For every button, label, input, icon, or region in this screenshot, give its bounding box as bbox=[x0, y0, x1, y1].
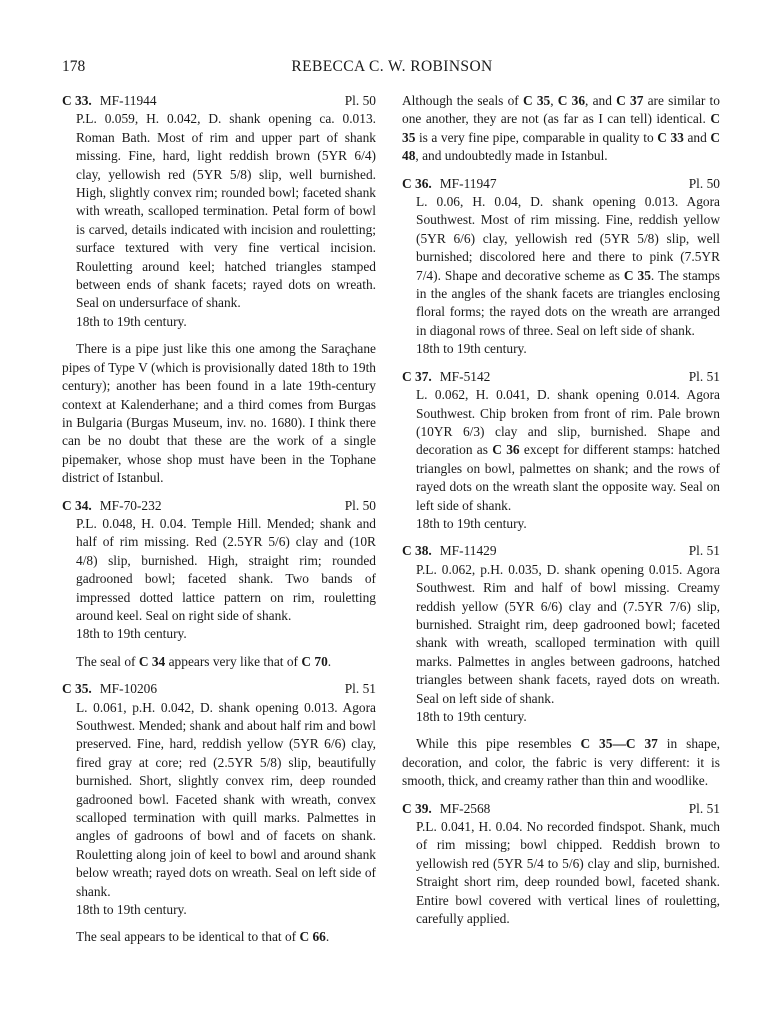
text-run: The seal of bbox=[76, 653, 139, 669]
catalog-entry-c37 bbox=[402, 368, 720, 534]
inventory-number: MF-11944 bbox=[99, 93, 157, 108]
text-run: L. 0.06, H. 0.04, D. shank opening 0.013. Agora Southwest. Most of rim missing. Fine, reddish yellow (5YR 6/6) clay, yellowish red (5YR 5/8) slip, well burnished; discolored here and there to pink (7.5YR 7/4). Shape and decorative scheme as bbox=[416, 194, 720, 283]
entry-heading bbox=[402, 368, 720, 386]
commentary-paragraph: There is a pipe just like this one among the Saraçhane pipes of Type V (which is provisionally dated 18th to 19th century); another has been found in a late 19th-century context at Kalenderhane; and a third comes from Burgas in Bulgaria (Burgas Museum, inv. no. 1680). I think there can be no doubt that these are the work of a single pipemaker, whose shop must have been in the Tophane district of Istanbul. bbox=[62, 341, 376, 486]
entry-description: P.L. 0.059, H. 0.042, D. shank opening ca. 0.013. Roman Bath. Most of rim and upper part of shank missing. Fine, hard, light reddish brown (5YR 6/4) clay, yellowish red (5YR 5/8) slip, well burnished. High, slightly convex rim; rounded bowl; faceted shank with wreath, scalloped termination. Petal form of bowl is carved, details indicated with incision and rouletting; surface textured with very fine vertical incision. Rouletting around keel; hatched triangles stamped between ends of shank facets; rayed dots on wreath. Seal on undersurface of shank. bbox=[76, 111, 376, 311]
running-head-author: REBECCA C. W. ROBINSON bbox=[291, 58, 493, 75]
catalog-reference: C 37 bbox=[616, 93, 644, 108]
inventory-number: MF-10206 bbox=[99, 681, 158, 697]
entry-heading bbox=[402, 175, 720, 193]
entry-id: C 34. bbox=[62, 497, 92, 513]
text-run: , and bbox=[585, 93, 617, 108]
commentary-paragraph bbox=[402, 735, 720, 790]
catalog-reference: C 35 bbox=[623, 267, 651, 283]
catalog-entry-c36 bbox=[402, 175, 720, 359]
commentary-paragraph bbox=[62, 928, 376, 946]
entry-id: C 33. bbox=[62, 93, 92, 108]
running-head bbox=[62, 58, 722, 80]
commentary-paragraph bbox=[62, 653, 376, 671]
catalog-reference: C 35 bbox=[402, 111, 720, 145]
catalog-reference: C 35—C 37 bbox=[580, 736, 658, 752]
entry-description: P.L. 0.048, H. 0.04. Temple Hill. Mended; shank and half of rim missing. Red (2.5YR 5/6) clay and (10R 4/8) slip, burnished. High, straight rim; rounded gadrooned bowl; faceted shank. Two bands of impressed dotted lattice pattern on rim, rouletting around keel. Seal on right side of shank. bbox=[76, 515, 376, 623]
plate-reference: Pl. 51 bbox=[688, 800, 720, 816]
text-run: are similar to one another, they are not (as far as I can tell) identical. bbox=[402, 93, 720, 127]
plate-reference: Pl. 51 bbox=[688, 368, 720, 384]
catalog-reference: C 33 bbox=[657, 129, 684, 145]
right-column bbox=[402, 92, 720, 937]
entry-heading bbox=[402, 542, 720, 560]
catalog-entry-c39 bbox=[402, 800, 720, 929]
inventory-number: MF-2568 bbox=[439, 800, 491, 816]
catalog-reference: C 36 bbox=[557, 93, 586, 108]
entry-description: P.L. 0.062, p.H. 0.035, D. shank opening 0.015. Agora Southwest. Rim and half of bowl missing. Creamy reddish yellow (5YR 6/6) clay and (7.5YR 7/6) slip, burnished. Straight rim, deep gadrooned bowl; faceted shank with wreath, scalloped termination with quill marks. Palmettes in angles between gadroons, hatched triangles between shank facets, rayed dots on wreath. Seal on left side of shank. bbox=[416, 561, 720, 706]
entry-id: C 39. bbox=[402, 800, 432, 816]
text-run: in shape, decoration, and color, the fabric is very different: it is smooth, thick, and creamy rather than thin and woodlike. bbox=[402, 736, 720, 789]
plate-reference: Pl. 50 bbox=[344, 93, 376, 108]
left-column bbox=[62, 92, 376, 956]
inventory-number: MF-5142 bbox=[439, 368, 491, 384]
entry-date: 18th to 19th century. bbox=[76, 902, 187, 918]
entry-description: P.L. 0.041, H. 0.04. No recorded findspot. Shank, much of rim missing; bowl chipped. Reddish brown to yellowish red (5YR 5/4 to 5/6) clay and slip, burnished. Straight short rim, deep rounded bowl, faceted shank. Entire bowl covered with vertical lines of rouletting, carefully applied. bbox=[416, 819, 720, 927]
entry-date: 18th to 19th century. bbox=[416, 709, 527, 724]
catalog-reference: C 36 bbox=[492, 442, 520, 458]
inventory-number: MF-11429 bbox=[439, 543, 497, 559]
entry-date: 18th to 19th century. bbox=[76, 313, 187, 329]
text-run: . The stamps in the angles of the shank facets are triangles enclosing floral forms; the rayed dots on the wreath are arranged in diagonal rows of three. Seal on left side of shank. bbox=[416, 267, 720, 338]
catalog-reference: C 70 bbox=[301, 653, 328, 669]
catalog-entry-c33 bbox=[62, 92, 376, 331]
text-run: is a very fine pipe, comparable in quality to bbox=[415, 129, 658, 145]
entry-date: 18th to 19th century. bbox=[76, 626, 187, 642]
entry-heading bbox=[402, 800, 720, 818]
text-run: While this pipe resembles bbox=[416, 736, 581, 752]
entry-date: 18th to 19th century. bbox=[416, 341, 527, 357]
entry-date: 18th to 19th century. bbox=[416, 515, 527, 531]
text-run: , and undoubtedly made in Istanbul. bbox=[415, 148, 608, 164]
catalog-entry-c38 bbox=[402, 542, 720, 726]
catalog-reference: C 48 bbox=[402, 129, 720, 164]
entry-id: C 37. bbox=[402, 368, 432, 384]
plate-reference: Pl. 50 bbox=[688, 175, 720, 191]
page-number: 178 bbox=[62, 58, 86, 75]
catalog-entry-c35 bbox=[62, 680, 376, 919]
commentary-paragraph bbox=[402, 92, 720, 166]
entry-id: C 36. bbox=[402, 175, 432, 191]
entry-heading bbox=[62, 92, 376, 110]
entry-id: C 35. bbox=[62, 681, 92, 697]
text-run: except for different stamps: hatched triangles on bowl, palmettes on shank; and the rows of rayed dots on the wreath slant the opposite way. Seal on left side of shank. bbox=[416, 442, 720, 513]
text-run: and bbox=[683, 129, 711, 145]
inventory-number: MF-70-232 bbox=[99, 497, 162, 513]
plate-reference: Pl. 50 bbox=[344, 497, 376, 513]
entry-heading bbox=[62, 680, 376, 698]
catalog-reference: C 34 bbox=[138, 653, 166, 669]
text-run: L. 0.062, H. 0.041, D. shank opening 0.014. Agora Southwest. Chip broken from front of rim. Pale brown (10YR 6/3) clay and slip, burnished. Shape and decoration as bbox=[416, 387, 720, 458]
text-run: Although the seals of bbox=[402, 93, 523, 108]
entry-description bbox=[416, 386, 720, 515]
text-run: The seal appears to be identical to that of bbox=[76, 929, 300, 945]
entry-description bbox=[416, 193, 720, 340]
catalog-entry-c34 bbox=[62, 497, 376, 644]
catalog-reference: C 35 bbox=[522, 93, 551, 108]
text-run: . bbox=[327, 653, 332, 669]
entry-heading bbox=[62, 497, 376, 515]
text-run: . bbox=[325, 929, 330, 945]
entry-id: C 38. bbox=[402, 543, 432, 559]
catalog-reference: C 66 bbox=[299, 929, 326, 945]
inventory-number: MF-11947 bbox=[439, 175, 497, 191]
plate-reference: Pl. 51 bbox=[688, 543, 720, 559]
entry-description: L. 0.061, p.H. 0.042, D. shank opening 0.013. Agora Southwest. Mended; shank and about half rim and bowl preserved. Fine, hard, reddish yellow (5YR 6/6) clay, fired gray at core; red (2.5YR 5/8) slip, beautifully burnished. Short, slightly convex rim, deep rounded gadrooned bowl. Faceted shank with wreath, convex scalloped termination with quill marks. Palmettes in angles of gadroons of bowl and of facets on shank. Rouletting along join of keel to bowl and around shank below wreath; rayed dots on wreath. Seal on left side of shank. bbox=[76, 699, 376, 899]
plate-reference: Pl. 51 bbox=[344, 681, 376, 697]
text-run: appears very like that of bbox=[165, 653, 302, 669]
text-run: , bbox=[550, 93, 558, 108]
